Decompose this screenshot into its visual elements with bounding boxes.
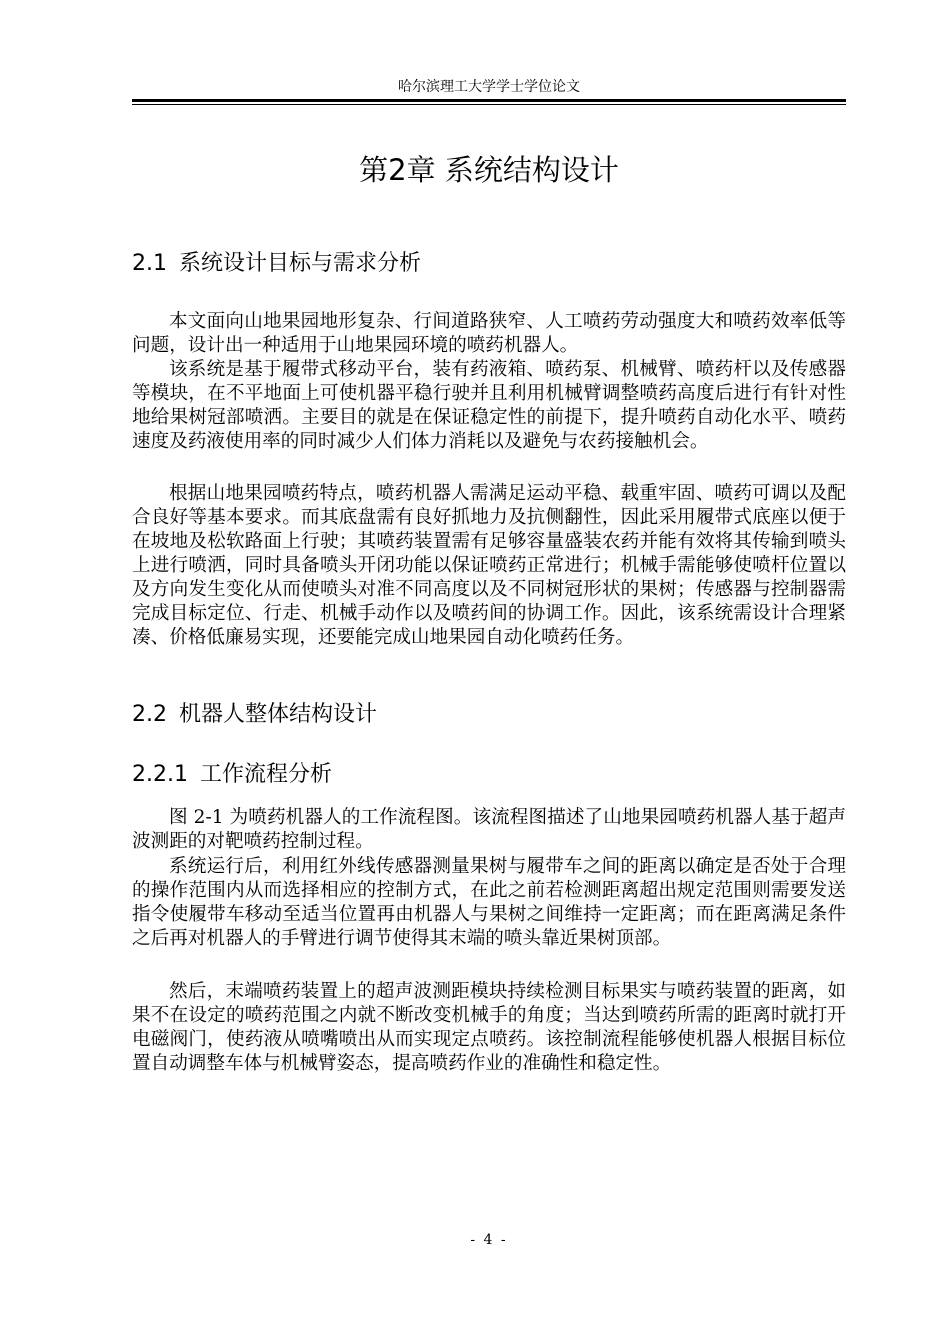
paragraph: 本文面向山地果园地形复杂、行间道路狭窄、人工喷药劳动强度大和喷药效率低等问题，设计出一种适用于山地果园环境的喷药机器人。 xyxy=(132,311,846,356)
section-number: 2.2.1 xyxy=(132,762,188,787)
header-rule-thick xyxy=(132,99,846,102)
section-2-2-1-heading xyxy=(132,760,332,790)
section-2-2-heading xyxy=(132,700,377,730)
section-number: 2.2 xyxy=(132,702,167,727)
paragraph: 然后，末端喷药装置上的超声波测距模块持续检测目标果实与喷药装置的距离，如果不在设定的喷药范围之内就不断改变机械手的角度；当达到喷药所需的距离时就打开电磁阀门，使药液从喷嘴喷出从而实现定点喷药。该控制流程能够使机器人根据目标位置自动调整车体与机械臂姿态，提高喷药作业的准确性和稳定性。 xyxy=(132,981,846,1074)
section-title-text: 系统设计目标与需求分析 xyxy=(179,251,422,276)
paragraph: 根据山地果园喷药特点，喷药机器人需满足运动平稳、载重牢固、喷药可调以及配合良好等基本要求。而其底盘需有良好抓地力及抗侧翻性，因此采用履带式底座以便于在坡地及松软路面上行驶；其喷药装置需有足够容量盛装农药并能有效将其传输到喷头上进行喷洒，同时具备喷头开闭功能以保证喷药正常进行；机械手需能够使喷杆位置以及方向发生变化从而使喷头对准不同高度以及不同树冠形状的果树；传感器与控制器需完成目标定位、行走、机械手动作以及喷药间的协调工作。因此，该系统需设计合理紧凑、价格低廉易实现，还要能完成山地果园自动化喷药任务。 xyxy=(132,483,846,648)
chapter-title: 第2章 系统结构设计 xyxy=(359,153,619,187)
section-title-text: 机器人整体结构设计 xyxy=(179,702,378,727)
section-number: 2.1 xyxy=(132,251,167,276)
paragraph: 系统运行后，利用红外线传感器测量果树与履带车之间的距离以确定是否处于合理的操作范围内从而选择相应的控制方式，在此之前若检测距离超出规定范围则需要发送指令使履带车移动至适当位置再由机器人与果树之间维持一定距离；而在距离满足条件之后再对机器人的手臂进行调节使得其末端的喷头靠近果树顶部。 xyxy=(132,856,846,949)
page-number: - 4 - xyxy=(470,1232,508,1248)
running-header: 哈尔滨理工大学学士学位论文 xyxy=(398,79,580,95)
paragraph: 该系统是基于履带式移动平台，装有药液箱、喷药泵、机械臂、喷药杆以及传感器等模块，在不平地面上可使机器平稳行驶并且利用机械臂调整喷药高度后进行有针对性地给果树冠部喷洒。主要目的就是在保证稳定性的前提下，提升喷药自动化水平、喷药速度及药液使用率的同时减少人们体力消耗以及避免与农药接触机会。 xyxy=(132,359,846,452)
paragraph: 图 2-1 为喷药机器人的工作流程图。该流程图描述了山地果园喷药机器人基于超声波测距的对靶喷药控制过程。 xyxy=(132,807,846,852)
header-rule-thin xyxy=(132,104,846,105)
section-2-1-heading xyxy=(132,249,421,279)
section-title-text: 工作流程分析 xyxy=(199,762,332,787)
